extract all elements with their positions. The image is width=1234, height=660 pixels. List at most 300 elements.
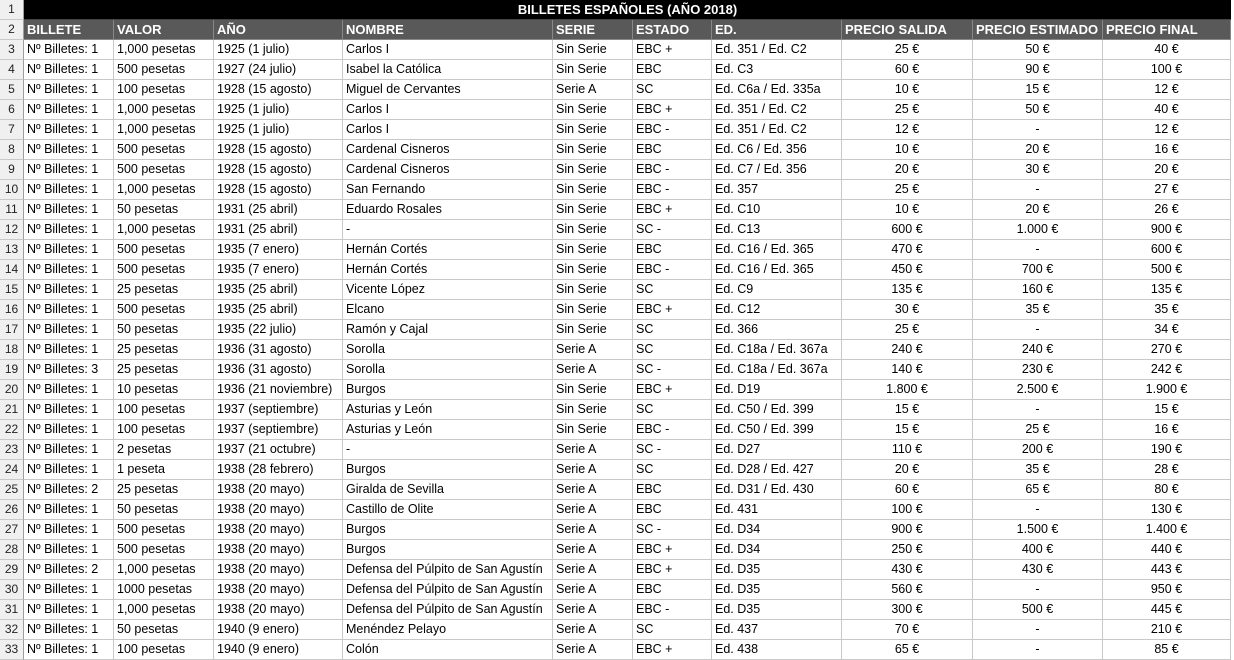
cell-estado[interactable]: EBC	[633, 580, 712, 600]
cell-precio-final[interactable]: 600 €	[1103, 240, 1231, 260]
row-number[interactable]: 5	[0, 80, 24, 100]
cell-ed[interactable]: Ed. D35	[712, 560, 842, 580]
cell-estado[interactable]: EBC +	[633, 300, 712, 320]
cell-serie[interactable]: Sin Serie	[553, 200, 633, 220]
cell-billete[interactable]: Nº Billetes: 1	[24, 500, 114, 520]
cell-ed[interactable]: Ed. 351 / Ed. C2	[712, 100, 842, 120]
cell-precio-estimado[interactable]: 1.000 €	[973, 220, 1103, 240]
cell-ano[interactable]: 1935 (25 abril)	[214, 300, 343, 320]
cell-nombre[interactable]: Asturias y León	[343, 420, 553, 440]
cell-nombre[interactable]: -	[343, 440, 553, 460]
cell-nombre[interactable]: Cardenal Cisneros	[343, 160, 553, 180]
cell-serie[interactable]: Sin Serie	[553, 420, 633, 440]
cell-ed[interactable]: Ed. D31 / Ed. 430	[712, 480, 842, 500]
cell-valor[interactable]: 1,000 pesetas	[114, 100, 214, 120]
cell-ed[interactable]: Ed. C9	[712, 280, 842, 300]
cell-precio-salida[interactable]: 300 €	[842, 600, 973, 620]
cell-valor[interactable]: 25 pesetas	[114, 280, 214, 300]
cell-ano[interactable]: 1935 (7 enero)	[214, 260, 343, 280]
cell-nombre[interactable]: Burgos	[343, 460, 553, 480]
cell-precio-salida[interactable]: 10 €	[842, 80, 973, 100]
cell-valor[interactable]: 1,000 pesetas	[114, 120, 214, 140]
cell-ano[interactable]: 1938 (20 mayo)	[214, 480, 343, 500]
cell-precio-salida[interactable]: 15 €	[842, 420, 973, 440]
cell-billete[interactable]: Nº Billetes: 1	[24, 380, 114, 400]
cell-precio-salida[interactable]: 110 €	[842, 440, 973, 460]
cell-precio-final[interactable]: 26 €	[1103, 200, 1231, 220]
cell-billete[interactable]: Nº Billetes: 1	[24, 60, 114, 80]
cell-ano[interactable]: 1938 (28 febrero)	[214, 460, 343, 480]
cell-precio-final[interactable]: 950 €	[1103, 580, 1231, 600]
cell-precio-final[interactable]: 12 €	[1103, 120, 1231, 140]
cell-precio-estimado[interactable]: 500 €	[973, 600, 1103, 620]
cell-valor[interactable]: 25 pesetas	[114, 480, 214, 500]
cell-estado[interactable]: SC	[633, 80, 712, 100]
cell-ed[interactable]: Ed. 438	[712, 640, 842, 660]
cell-nombre[interactable]: Eduardo Rosales	[343, 200, 553, 220]
sheet-title[interactable]: BILLETES ESPAÑOLES (AÑO 2018)	[24, 0, 1231, 20]
cell-ed[interactable]: Ed. 437	[712, 620, 842, 640]
cell-precio-final[interactable]: 135 €	[1103, 280, 1231, 300]
cell-ano[interactable]: 1935 (7 enero)	[214, 240, 343, 260]
cell-precio-salida[interactable]: 135 €	[842, 280, 973, 300]
cell-nombre[interactable]: Isabel la Católica	[343, 60, 553, 80]
cell-precio-final[interactable]: 440 €	[1103, 540, 1231, 560]
cell-precio-estimado[interactable]: -	[973, 580, 1103, 600]
cell-nombre[interactable]: Asturias y León	[343, 400, 553, 420]
cell-precio-salida[interactable]: 1.800 €	[842, 380, 973, 400]
cell-estado[interactable]: SC -	[633, 220, 712, 240]
cell-ano[interactable]: 1938 (20 mayo)	[214, 600, 343, 620]
cell-billete[interactable]: Nº Billetes: 1	[24, 440, 114, 460]
cell-nombre[interactable]: San Fernando	[343, 180, 553, 200]
cell-valor[interactable]: 1,000 pesetas	[114, 560, 214, 580]
cell-ed[interactable]: Ed. C6 / Ed. 356	[712, 140, 842, 160]
cell-precio-final[interactable]: 210 €	[1103, 620, 1231, 640]
cell-estado[interactable]: EBC +	[633, 540, 712, 560]
column-header-billete[interactable]: BILLETE	[24, 20, 114, 40]
cell-billete[interactable]: Nº Billetes: 1	[24, 200, 114, 220]
cell-nombre[interactable]: Defensa del Púlpito de San Agustín	[343, 600, 553, 620]
row-number[interactable]: 8	[0, 140, 24, 160]
cell-ano[interactable]: 1940 (9 enero)	[214, 640, 343, 660]
cell-precio-final[interactable]: 80 €	[1103, 480, 1231, 500]
cell-estado[interactable]: SC -	[633, 520, 712, 540]
cell-estado[interactable]: EBC	[633, 480, 712, 500]
cell-valor[interactable]: 100 pesetas	[114, 420, 214, 440]
cell-serie[interactable]: Sin Serie	[553, 280, 633, 300]
cell-precio-salida[interactable]: 65 €	[842, 640, 973, 660]
cell-billete[interactable]: Nº Billetes: 1	[24, 420, 114, 440]
cell-precio-salida[interactable]: 10 €	[842, 200, 973, 220]
row-number[interactable]: 6	[0, 100, 24, 120]
cell-precio-final[interactable]: 34 €	[1103, 320, 1231, 340]
cell-precio-salida[interactable]: 900 €	[842, 520, 973, 540]
cell-serie[interactable]: Serie A	[553, 640, 633, 660]
cell-precio-final[interactable]: 35 €	[1103, 300, 1231, 320]
cell-serie[interactable]: Serie A	[553, 340, 633, 360]
cell-ano[interactable]: 1937 (septiembre)	[214, 400, 343, 420]
row-number[interactable]: 33	[0, 640, 24, 660]
cell-billete[interactable]: Nº Billetes: 1	[24, 600, 114, 620]
cell-ano[interactable]: 1928 (15 agosto)	[214, 160, 343, 180]
cell-estado[interactable]: EBC	[633, 500, 712, 520]
cell-billete[interactable]: Nº Billetes: 1	[24, 320, 114, 340]
cell-precio-salida[interactable]: 30 €	[842, 300, 973, 320]
cell-nombre[interactable]: Burgos	[343, 540, 553, 560]
cell-ano[interactable]: 1938 (20 mayo)	[214, 560, 343, 580]
cell-precio-final[interactable]: 16 €	[1103, 420, 1231, 440]
cell-valor[interactable]: 500 pesetas	[114, 160, 214, 180]
cell-precio-estimado[interactable]: 35 €	[973, 460, 1103, 480]
row-number[interactable]: 28	[0, 540, 24, 560]
cell-precio-salida[interactable]: 25 €	[842, 40, 973, 60]
cell-valor[interactable]: 2 pesetas	[114, 440, 214, 460]
row-number[interactable]: 1	[0, 0, 24, 20]
cell-billete[interactable]: Nº Billetes: 1	[24, 140, 114, 160]
cell-billete[interactable]: Nº Billetes: 1	[24, 520, 114, 540]
cell-precio-estimado[interactable]: -	[973, 240, 1103, 260]
cell-precio-salida[interactable]: 25 €	[842, 180, 973, 200]
cell-precio-salida[interactable]: 60 €	[842, 60, 973, 80]
cell-precio-estimado[interactable]: -	[973, 640, 1103, 660]
cell-valor[interactable]: 1 peseta	[114, 460, 214, 480]
cell-precio-estimado[interactable]: 30 €	[973, 160, 1103, 180]
cell-precio-estimado[interactable]: 200 €	[973, 440, 1103, 460]
cell-nombre[interactable]: Burgos	[343, 520, 553, 540]
cell-serie[interactable]: Serie A	[553, 480, 633, 500]
cell-ed[interactable]: Ed. 351 / Ed. C2	[712, 40, 842, 60]
cell-precio-estimado[interactable]: 2.500 €	[973, 380, 1103, 400]
cell-precio-salida[interactable]: 70 €	[842, 620, 973, 640]
cell-ed[interactable]: Ed. 357	[712, 180, 842, 200]
row-number[interactable]: 27	[0, 520, 24, 540]
cell-nombre[interactable]: Sorolla	[343, 340, 553, 360]
cell-ano[interactable]: 1937 (21 octubre)	[214, 440, 343, 460]
cell-precio-salida[interactable]: 10 €	[842, 140, 973, 160]
cell-nombre[interactable]: Defensa del Púlpito de San Agustín	[343, 560, 553, 580]
cell-valor[interactable]: 1,000 pesetas	[114, 40, 214, 60]
cell-valor[interactable]: 100 pesetas	[114, 80, 214, 100]
cell-ed[interactable]: Ed. D27	[712, 440, 842, 460]
cell-precio-final[interactable]: 900 €	[1103, 220, 1231, 240]
cell-serie[interactable]: Serie A	[553, 440, 633, 460]
cell-precio-final[interactable]: 40 €	[1103, 40, 1231, 60]
cell-billete[interactable]: Nº Billetes: 1	[24, 340, 114, 360]
cell-nombre[interactable]: Burgos	[343, 380, 553, 400]
cell-billete[interactable]: Nº Billetes: 2	[24, 480, 114, 500]
cell-nombre[interactable]: Carlos I	[343, 120, 553, 140]
cell-valor[interactable]: 50 pesetas	[114, 200, 214, 220]
cell-precio-estimado[interactable]: -	[973, 120, 1103, 140]
row-number[interactable]: 2	[0, 20, 24, 40]
cell-ed[interactable]: Ed. D19	[712, 380, 842, 400]
cell-estado[interactable]: SC	[633, 340, 712, 360]
cell-precio-final[interactable]: 1.400 €	[1103, 520, 1231, 540]
row-number[interactable]: 13	[0, 240, 24, 260]
cell-ed[interactable]: Ed. C13	[712, 220, 842, 240]
cell-ano[interactable]: 1925 (1 julio)	[214, 40, 343, 60]
row-number[interactable]: 30	[0, 580, 24, 600]
cell-valor[interactable]: 500 pesetas	[114, 60, 214, 80]
cell-billete[interactable]: Nº Billetes: 1	[24, 540, 114, 560]
cell-valor[interactable]: 500 pesetas	[114, 300, 214, 320]
cell-estado[interactable]: SC	[633, 400, 712, 420]
cell-valor[interactable]: 50 pesetas	[114, 320, 214, 340]
cell-serie[interactable]: Serie A	[553, 560, 633, 580]
cell-nombre[interactable]: Menéndez Pelayo	[343, 620, 553, 640]
cell-nombre[interactable]: Miguel de Cervantes	[343, 80, 553, 100]
cell-precio-estimado[interactable]: 90 €	[973, 60, 1103, 80]
cell-ano[interactable]: 1935 (22 julio)	[214, 320, 343, 340]
cell-ed[interactable]: Ed. 431	[712, 500, 842, 520]
cell-precio-estimado[interactable]: 20 €	[973, 200, 1103, 220]
cell-precio-final[interactable]: 28 €	[1103, 460, 1231, 480]
cell-precio-salida[interactable]: 20 €	[842, 460, 973, 480]
cell-precio-estimado[interactable]: -	[973, 320, 1103, 340]
cell-estado[interactable]: EBC	[633, 60, 712, 80]
cell-precio-estimado[interactable]: -	[973, 400, 1103, 420]
cell-ed[interactable]: Ed. C10	[712, 200, 842, 220]
cell-ano[interactable]: 1936 (21 noviembre)	[214, 380, 343, 400]
cell-ano[interactable]: 1936 (31 agosto)	[214, 340, 343, 360]
cell-nombre[interactable]: Giralda de Sevilla	[343, 480, 553, 500]
cell-estado[interactable]: EBC +	[633, 380, 712, 400]
cell-valor[interactable]: 25 pesetas	[114, 340, 214, 360]
cell-ano[interactable]: 1937 (septiembre)	[214, 420, 343, 440]
cell-serie[interactable]: Serie A	[553, 500, 633, 520]
cell-precio-salida[interactable]: 15 €	[842, 400, 973, 420]
cell-billete[interactable]: Nº Billetes: 1	[24, 580, 114, 600]
cell-valor[interactable]: 50 pesetas	[114, 620, 214, 640]
cell-ed[interactable]: Ed. 351 / Ed. C2	[712, 120, 842, 140]
cell-serie[interactable]: Serie A	[553, 80, 633, 100]
row-number[interactable]: 7	[0, 120, 24, 140]
cell-ano[interactable]: 1925 (1 julio)	[214, 120, 343, 140]
cell-ed[interactable]: Ed. C18a / Ed. 367a	[712, 340, 842, 360]
cell-estado[interactable]: EBC -	[633, 180, 712, 200]
row-number[interactable]: 21	[0, 400, 24, 420]
row-number[interactable]: 19	[0, 360, 24, 380]
cell-estado[interactable]: SC	[633, 620, 712, 640]
cell-ed[interactable]: Ed. D34	[712, 540, 842, 560]
cell-precio-estimado[interactable]: 50 €	[973, 100, 1103, 120]
row-number[interactable]: 4	[0, 60, 24, 80]
cell-precio-final[interactable]: 20 €	[1103, 160, 1231, 180]
cell-ano[interactable]: 1925 (1 julio)	[214, 100, 343, 120]
cell-nombre[interactable]: Sorolla	[343, 360, 553, 380]
row-number[interactable]: 15	[0, 280, 24, 300]
cell-serie[interactable]: Serie A	[553, 360, 633, 380]
cell-ed[interactable]: Ed. C3	[712, 60, 842, 80]
column-header-valor[interactable]: VALOR	[114, 20, 214, 40]
cell-valor[interactable]: 10 pesetas	[114, 380, 214, 400]
row-number[interactable]: 23	[0, 440, 24, 460]
cell-ano[interactable]: 1928 (15 agosto)	[214, 140, 343, 160]
cell-serie[interactable]: Sin Serie	[553, 380, 633, 400]
cell-estado[interactable]: EBC -	[633, 120, 712, 140]
cell-valor[interactable]: 1,000 pesetas	[114, 180, 214, 200]
cell-billete[interactable]: Nº Billetes: 1	[24, 640, 114, 660]
cell-estado[interactable]: SC -	[633, 440, 712, 460]
cell-billete[interactable]: Nº Billetes: 1	[24, 280, 114, 300]
cell-precio-final[interactable]: 12 €	[1103, 80, 1231, 100]
cell-precio-salida[interactable]: 25 €	[842, 100, 973, 120]
cell-billete[interactable]: Nº Billetes: 1	[24, 80, 114, 100]
row-number[interactable]: 31	[0, 600, 24, 620]
cell-ano[interactable]: 1938 (20 mayo)	[214, 500, 343, 520]
column-header-nombre[interactable]: NOMBRE	[343, 20, 553, 40]
cell-precio-final[interactable]: 443 €	[1103, 560, 1231, 580]
row-number[interactable]: 26	[0, 500, 24, 520]
cell-precio-estimado[interactable]: 240 €	[973, 340, 1103, 360]
cell-precio-final[interactable]: 1.900 €	[1103, 380, 1231, 400]
cell-ano[interactable]: 1938 (20 mayo)	[214, 580, 343, 600]
row-number[interactable]: 12	[0, 220, 24, 240]
cell-valor[interactable]: 1000 pesetas	[114, 580, 214, 600]
cell-valor[interactable]: 50 pesetas	[114, 500, 214, 520]
cell-nombre[interactable]: Elcano	[343, 300, 553, 320]
cell-estado[interactable]: EBC -	[633, 600, 712, 620]
row-number[interactable]: 24	[0, 460, 24, 480]
cell-billete[interactable]: Nº Billetes: 1	[24, 400, 114, 420]
cell-serie[interactable]: Sin Serie	[553, 60, 633, 80]
cell-ano[interactable]: 1928 (15 agosto)	[214, 180, 343, 200]
cell-precio-salida[interactable]: 430 €	[842, 560, 973, 580]
cell-precio-salida[interactable]: 140 €	[842, 360, 973, 380]
cell-estado[interactable]: EBC +	[633, 200, 712, 220]
column-header-estado[interactable]: ESTADO	[633, 20, 712, 40]
cell-precio-salida[interactable]: 250 €	[842, 540, 973, 560]
cell-ano[interactable]: 1938 (20 mayo)	[214, 520, 343, 540]
cell-ano[interactable]: 1936 (31 agosto)	[214, 360, 343, 380]
cell-precio-estimado[interactable]: 50 €	[973, 40, 1103, 60]
cell-ano[interactable]: 1940 (9 enero)	[214, 620, 343, 640]
column-header-serie[interactable]: SERIE	[553, 20, 633, 40]
cell-serie[interactable]: Serie A	[553, 520, 633, 540]
column-header-precio-estimado[interactable]: PRECIO ESTIMADO	[973, 20, 1103, 40]
cell-nombre[interactable]: Cardenal Cisneros	[343, 140, 553, 160]
cell-ano[interactable]: 1928 (15 agosto)	[214, 80, 343, 100]
column-header-ed[interactable]: ED.	[712, 20, 842, 40]
cell-precio-estimado[interactable]: 700 €	[973, 260, 1103, 280]
cell-ed[interactable]: Ed. C18a / Ed. 367a	[712, 360, 842, 380]
row-number[interactable]: 20	[0, 380, 24, 400]
cell-precio-estimado[interactable]: 430 €	[973, 560, 1103, 580]
cell-precio-final[interactable]: 270 €	[1103, 340, 1231, 360]
cell-precio-salida[interactable]: 450 €	[842, 260, 973, 280]
cell-valor[interactable]: 1,000 pesetas	[114, 220, 214, 240]
cell-nombre[interactable]: Vicente López	[343, 280, 553, 300]
cell-precio-estimado[interactable]: 65 €	[973, 480, 1103, 500]
cell-serie[interactable]: Sin Serie	[553, 40, 633, 60]
column-header-precio-salida[interactable]: PRECIO SALIDA	[842, 20, 973, 40]
cell-valor[interactable]: 500 pesetas	[114, 260, 214, 280]
cell-valor[interactable]: 500 pesetas	[114, 240, 214, 260]
cell-serie[interactable]: Sin Serie	[553, 180, 633, 200]
cell-precio-estimado[interactable]: 20 €	[973, 140, 1103, 160]
cell-nombre[interactable]: Castillo de Olite	[343, 500, 553, 520]
cell-precio-final[interactable]: 242 €	[1103, 360, 1231, 380]
cell-estado[interactable]: EBC	[633, 140, 712, 160]
cell-billete[interactable]: Nº Billetes: 3	[24, 360, 114, 380]
cell-billete[interactable]: Nº Billetes: 1	[24, 100, 114, 120]
cell-billete[interactable]: Nº Billetes: 1	[24, 160, 114, 180]
cell-precio-estimado[interactable]: -	[973, 500, 1103, 520]
cell-precio-estimado[interactable]: 15 €	[973, 80, 1103, 100]
cell-nombre[interactable]: Carlos I	[343, 40, 553, 60]
cell-billete[interactable]: Nº Billetes: 2	[24, 560, 114, 580]
cell-ed[interactable]: Ed. C16 / Ed. 365	[712, 260, 842, 280]
cell-estado[interactable]: EBC +	[633, 640, 712, 660]
row-number[interactable]: 32	[0, 620, 24, 640]
cell-precio-estimado[interactable]: 160 €	[973, 280, 1103, 300]
cell-estado[interactable]: SC -	[633, 360, 712, 380]
cell-serie[interactable]: Sin Serie	[553, 260, 633, 280]
cell-serie[interactable]: Sin Serie	[553, 300, 633, 320]
cell-ed[interactable]: Ed. 366	[712, 320, 842, 340]
cell-precio-salida[interactable]: 60 €	[842, 480, 973, 500]
cell-serie[interactable]: Sin Serie	[553, 320, 633, 340]
row-number[interactable]: 3	[0, 40, 24, 60]
cell-ed[interactable]: Ed. D35	[712, 580, 842, 600]
cell-estado[interactable]: SC	[633, 320, 712, 340]
cell-nombre[interactable]: Defensa del Púlpito de San Agustín	[343, 580, 553, 600]
cell-estado[interactable]: EBC -	[633, 420, 712, 440]
cell-billete[interactable]: Nº Billetes: 1	[24, 240, 114, 260]
cell-precio-final[interactable]: 500 €	[1103, 260, 1231, 280]
cell-nombre[interactable]: Ramón y Cajal	[343, 320, 553, 340]
cell-ed[interactable]: Ed. C6a / Ed. 335a	[712, 80, 842, 100]
cell-precio-salida[interactable]: 12 €	[842, 120, 973, 140]
row-number[interactable]: 22	[0, 420, 24, 440]
cell-precio-final[interactable]: 190 €	[1103, 440, 1231, 460]
cell-precio-salida[interactable]: 470 €	[842, 240, 973, 260]
cell-serie[interactable]: Sin Serie	[553, 220, 633, 240]
column-header-precio-final[interactable]: PRECIO FINAL	[1103, 20, 1231, 40]
cell-ed[interactable]: Ed. C12	[712, 300, 842, 320]
cell-billete[interactable]: Nº Billetes: 1	[24, 180, 114, 200]
cell-nombre[interactable]: Colón	[343, 640, 553, 660]
cell-ano[interactable]: 1938 (20 mayo)	[214, 540, 343, 560]
row-number[interactable]: 25	[0, 480, 24, 500]
cell-billete[interactable]: Nº Billetes: 1	[24, 300, 114, 320]
cell-serie[interactable]: Serie A	[553, 540, 633, 560]
cell-nombre[interactable]: Carlos I	[343, 100, 553, 120]
cell-billete[interactable]: Nº Billetes: 1	[24, 620, 114, 640]
cell-valor[interactable]: 500 pesetas	[114, 520, 214, 540]
cell-precio-salida[interactable]: 600 €	[842, 220, 973, 240]
cell-valor[interactable]: 100 pesetas	[114, 400, 214, 420]
cell-precio-estimado[interactable]: 35 €	[973, 300, 1103, 320]
cell-precio-final[interactable]: 27 €	[1103, 180, 1231, 200]
cell-serie[interactable]: Sin Serie	[553, 120, 633, 140]
cell-precio-estimado[interactable]: 1.500 €	[973, 520, 1103, 540]
row-number[interactable]: 18	[0, 340, 24, 360]
cell-billete[interactable]: Nº Billetes: 1	[24, 460, 114, 480]
cell-precio-estimado[interactable]: 400 €	[973, 540, 1103, 560]
cell-serie[interactable]: Sin Serie	[553, 140, 633, 160]
cell-nombre[interactable]: -	[343, 220, 553, 240]
cell-serie[interactable]: Serie A	[553, 620, 633, 640]
cell-estado[interactable]: SC	[633, 280, 712, 300]
cell-ano[interactable]: 1935 (25 abril)	[214, 280, 343, 300]
cell-serie[interactable]: Sin Serie	[553, 100, 633, 120]
cell-serie[interactable]: Sin Serie	[553, 240, 633, 260]
cell-nombre[interactable]: Hernán Cortés	[343, 240, 553, 260]
cell-precio-salida[interactable]: 100 €	[842, 500, 973, 520]
cell-estado[interactable]: EBC -	[633, 260, 712, 280]
